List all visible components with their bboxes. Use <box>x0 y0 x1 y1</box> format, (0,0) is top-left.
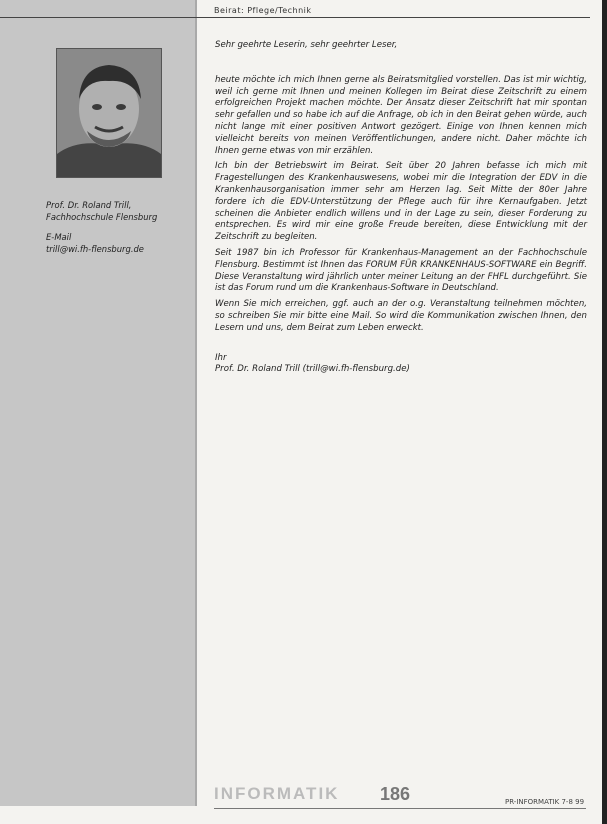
author-email[interactable]: trill@wi.fh-flensburg.de <box>46 243 144 254</box>
footer-rule <box>214 808 586 809</box>
signature: Prof. Dr. Roland Trill (trill@wi.fh-flensburg.de) <box>215 364 410 375</box>
header-rule <box>0 17 590 18</box>
author-name: Prof. Dr. Roland Trill, Fachhochschule Flensburg <box>46 200 158 222</box>
closing: Ihr <box>215 352 227 363</box>
paragraph: heute möchte ich mich Ihnen gerne als Beiratsmitglied vorstellen. Das ist mir wichtig, weil ich gerne mit Ihnen und meinen Kollegen im Beirat diese Zeitschrift zu einem erfolgreichen Projekt machen möchte. Der Ansatz dieser Zeitschrift hat mir spontan sehr gefallen und so habe ich auf die Anfrage, ob ich in den Beirat gehen würde, auch nicht lange mit einer positiven Antwort gezögert. Einige von Ihnen kennen mich vielleicht bereits von meinen Veröffentlichungen, andere nicht. Daher möchte ich Ihnen gerne etwas von mir erzählen. <box>215 74 587 156</box>
author-caption <box>46 200 174 264</box>
section-header: Beirat: Pflege/Technik <box>214 6 312 15</box>
salutation: Sehr geehrte Leserin, sehr geehrter Leser, <box>215 40 398 50</box>
paragraph: Wenn Sie mich erreichen, ggf. auch an der o.g. Veranstaltung teilnehmen möchten, so schreiben Sie mir bitte eine Mail. So wird die Kommunikation zwischen Ihnen, den Lesern und uns, dem Beirat zum Leben erweckt. <box>215 299 587 333</box>
page-edge <box>602 0 607 824</box>
magazine-logo: INFORMATIK <box>214 784 340 803</box>
author-photo <box>56 48 162 178</box>
email-label: E-Mail <box>46 232 72 242</box>
paragraph: Seit 1987 bin ich Professor für Krankenhaus-Management an der Fachhochschule Flensburg. Bestimmt ist Ihnen das FORUM FÜR KRANKENHAUS-SOFTWARE ein Begriff. Diese Veranstaltung wird jährlich unter meiner Leitung an der FHFL durchgeführt. Sie ist das Forum rund um die Krankenhaus-Software in Deutschland. <box>215 247 587 294</box>
letter-body <box>215 40 587 376</box>
paragraph: Ich bin der Betriebswirt im Beirat. Seit über 20 Jahren befasse ich mich mit Fragestellungen des Krankenhauswesens, wobei mir die Integration der EDV in die Krankenhausorganisation immer sehr am Herzen lag. Seit Mitte der 80er Jahre fordere ich die EDV-Unterstützung der Pflege auch für ihre Kernaufgaben. Jetzt scheinen die Anbieter endlich willens und in der Lage zu sein, dieser Forderung zu entsprechen. Es wird mir eine große Freude bereiten, diese Entwicklung mit der Zeitschrift zu begleiten. <box>215 161 587 243</box>
issue-label: PR-INFORMATIK 7-8 99 <box>505 798 585 806</box>
page-number: 186 <box>380 784 411 804</box>
portrait-image <box>57 49 161 177</box>
signature-block <box>215 353 587 377</box>
